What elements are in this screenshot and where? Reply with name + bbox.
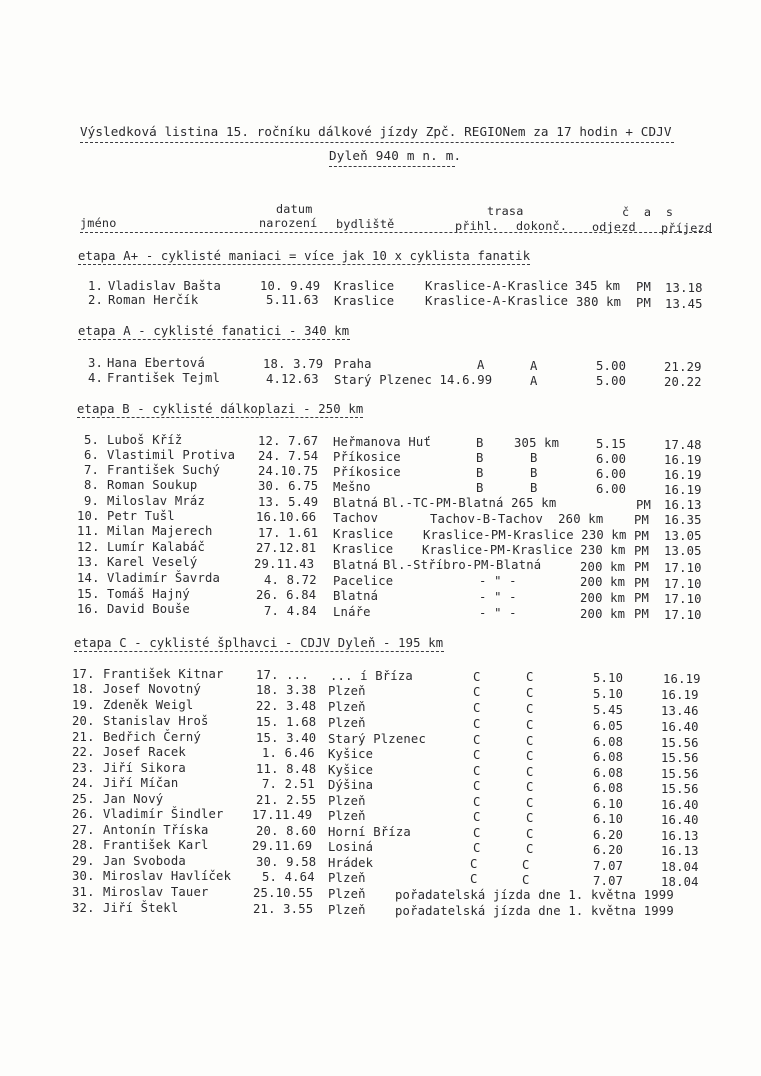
cell-prihl: C <box>473 685 481 699</box>
cell-place: Příkosice <box>333 465 401 479</box>
cell-place: Lnáře <box>333 605 371 619</box>
cell-name: Miroslav Havlíček <box>103 869 232 883</box>
cell-no: 24. <box>72 776 95 790</box>
cell-place: Praha <box>334 357 372 371</box>
cell-trasa: - " - <box>479 606 517 620</box>
cell-name: Vladimír Šindler <box>103 807 224 821</box>
cell-place: Hrádek <box>328 856 374 870</box>
cell-dokonc: B <box>530 466 538 480</box>
section-heading-a-plus: etapa A+ - cyklisté maniaci = více jak 10 x cyklista fanatik <box>78 249 531 263</box>
cell-pm: PM <box>634 544 650 558</box>
section-underline <box>74 651 444 652</box>
cell-no: 12. <box>77 540 100 554</box>
cell-pm: PM <box>634 591 650 605</box>
cell-prijezd: 17.10 <box>664 577 702 591</box>
cell-name: Petr Tušl <box>107 509 175 523</box>
cell-prijezd: 16.35 <box>664 513 702 527</box>
cell-place: Pacelice <box>333 574 394 588</box>
cell-place: Plzeň <box>328 809 366 823</box>
cell-no: 2. <box>88 293 104 307</box>
cell-place: Mešno <box>333 480 371 494</box>
cell-date: 22. 3.48 <box>256 699 317 713</box>
cell-prihl: C <box>473 733 481 747</box>
cell-prijezd: 13.05 <box>664 529 702 543</box>
cell-date: 7. 4.84 <box>264 604 317 618</box>
cell-prihl: C <box>470 857 478 871</box>
cell-note: pořadatelská jízda dne 1. května 1999 <box>395 904 674 918</box>
cell-no: 11. <box>77 524 100 538</box>
header-prihl: přihl. <box>455 219 499 233</box>
cell-place: Blatná <box>333 589 379 603</box>
cell-odjezd: 7.07 <box>593 859 624 873</box>
cell-prijezd: 18.04 <box>661 875 699 889</box>
cell-place: Tachov <box>333 511 379 525</box>
cell-dokonc: 305 km <box>514 436 560 450</box>
cell-odjezd: 6.00 <box>596 452 627 466</box>
cell-dokonc: C <box>526 749 534 763</box>
cell-date: 21. 2.55 <box>256 793 317 807</box>
cell-dokonc: C <box>526 686 534 700</box>
cell-dokonc: C <box>526 780 534 794</box>
cell-prihl: A <box>477 358 485 372</box>
cell-name: Jiří Míčan <box>103 776 179 790</box>
cell-no: 31. <box>72 885 95 899</box>
cell-km: 200 km <box>580 591 626 605</box>
cell-prihl: B <box>476 481 484 495</box>
cell-name: Milan Majerech <box>107 524 213 538</box>
subtitle-underline <box>329 166 455 167</box>
cell-place: Heřmanova Huť <box>333 435 431 449</box>
cell-odjezd: 5.15 <box>596 437 627 451</box>
cell-trasa: Tachov-B-Tachov 260 km <box>430 512 604 526</box>
cell-no: 20. <box>72 714 95 728</box>
cell-date: 25.10.55 <box>253 886 314 900</box>
cell-place: Kyšice <box>328 763 374 777</box>
cell-odjezd: 6.00 <box>596 482 627 496</box>
cell-date: 4. 8.72 <box>264 573 317 587</box>
cell-place: Plzeň <box>328 903 366 917</box>
cell-prijezd: 17.10 <box>664 608 702 622</box>
cell-km: 380 km <box>576 295 622 309</box>
cell-no: 10. <box>77 509 100 523</box>
cell-name: Zdeněk Weigl <box>103 698 194 712</box>
header-bydliste: bydliště <box>336 217 395 231</box>
cell-prijezd: 16.13 <box>664 498 702 512</box>
cell-place: Blatná <box>333 496 379 510</box>
cell-name: Jan Nový <box>103 792 164 806</box>
cell-no: 21. <box>72 730 95 744</box>
cell-odjezd: 6.10 <box>593 797 624 811</box>
cell-no: 13. <box>77 555 100 569</box>
cell-name: Jiří Štekl <box>103 901 179 915</box>
cell-no: 1. <box>88 279 104 293</box>
cell-name: Roman Soukup <box>107 478 198 492</box>
cell-prijezd: 16.40 <box>661 813 699 827</box>
cell-name: Jan Svoboda <box>103 854 186 868</box>
cell-date: 18. 3.79 <box>263 357 324 371</box>
cell-date: 18. 3.38 <box>256 683 317 697</box>
cell-name: Vladimír Šavrda <box>107 571 221 585</box>
cell-name: František Tejml <box>107 371 221 385</box>
cell-pm: PM <box>636 296 652 310</box>
cell-prihl: B <box>476 436 484 450</box>
cell-pm: PM <box>634 576 650 590</box>
cell-place: Plzeň <box>328 871 366 885</box>
cell-trasa: Kraslice-PM-Kraslice 230 km <box>423 528 627 542</box>
cell-prijezd: 13.18 <box>665 281 703 295</box>
cell-no: 19. <box>72 698 95 712</box>
cell-prijezd: 15.56 <box>661 736 699 750</box>
cell-odjezd: 5.45 <box>593 703 624 717</box>
cell-date: 10. 9.49 <box>260 279 321 293</box>
cell-prijezd: 16.19 <box>664 468 702 482</box>
cell-place: Plzeň <box>328 716 366 730</box>
cell-dokonc: C <box>526 765 534 779</box>
cell-place: Plzeň <box>328 684 366 698</box>
cell-km: 200 km <box>580 560 626 574</box>
cell-trasa: Kraslice-A-Kraslice <box>425 294 569 308</box>
cell-date: 26. 6.84 <box>256 588 317 602</box>
cell-prijezd: 16.40 <box>661 798 699 812</box>
cell-dokonc: A <box>530 374 538 388</box>
cell-no: 3. <box>88 356 104 370</box>
cell-date: 24. 7.54 <box>258 449 319 463</box>
cell-pm: PM <box>634 607 650 621</box>
cell-no: 8. <box>84 478 100 492</box>
cell-date: 12. 7.67 <box>258 434 319 448</box>
cell-dokonc: C <box>522 858 530 872</box>
cell-name: Karel Veselý <box>107 555 198 569</box>
cell-prijezd: 21.29 <box>664 360 702 374</box>
cell-dokonc: C <box>526 796 534 810</box>
cell-prijezd: 13.05 <box>664 544 702 558</box>
cell-date: 24.10.75 <box>258 464 319 478</box>
cell-pm: PM <box>634 513 650 527</box>
cell-place: Kyšice <box>328 747 374 761</box>
cell-name: Bedřich Černý <box>103 730 201 744</box>
cell-date: 11. 8.48 <box>256 762 317 776</box>
cell-prijezd: 13.45 <box>665 297 703 311</box>
cell-place: Plzeň <box>328 794 366 808</box>
cell-name: Jiří Sikora <box>103 761 186 775</box>
cell-date: 20. 8.60 <box>256 824 317 838</box>
cell-no: 25. <box>72 792 95 806</box>
cell-prihl: C <box>473 841 481 855</box>
header-underline <box>80 232 712 233</box>
cell-dokonc: B <box>530 451 538 465</box>
cell-prijezd: 16.19 <box>664 453 702 467</box>
section-heading-b: etapa B - cyklisté dálkoplazi - 250 km <box>77 402 364 416</box>
cell-odjezd: 6.05 <box>593 719 624 733</box>
cell-no: 30. <box>72 869 95 883</box>
cell-no: 26. <box>72 807 95 821</box>
cell-prijezd: 16.13 <box>661 829 699 843</box>
cell-prijezd: 15.56 <box>661 782 699 796</box>
cell-place: ... í Bříza <box>330 669 413 683</box>
cell-no: 29. <box>72 854 95 868</box>
cell-dokonc: C <box>526 827 534 841</box>
section-heading-a: etapa A - cyklisté fanatici - 340 km <box>78 324 350 338</box>
cell-no: 23. <box>72 761 95 775</box>
cell-prihl: C <box>470 872 478 886</box>
cell-place: Plzeň <box>328 700 366 714</box>
cell-dokonc: C <box>526 670 534 684</box>
cell-no: 6. <box>84 448 100 462</box>
cell-trasa: Bl.-Stříbro-PM-Blatná <box>383 558 542 572</box>
cell-dokonc: C <box>526 718 534 732</box>
cell-km: 200 km <box>580 607 626 621</box>
cell-prijezd: 16.19 <box>661 688 699 702</box>
cell-pm: PM <box>634 560 650 574</box>
document-subtitle: Dyleň 940 m n. m. <box>329 148 462 163</box>
cell-odjezd: 6.00 <box>596 467 627 481</box>
cell-name: František Kitnar <box>103 667 224 681</box>
cell-date: 1. 6.46 <box>262 746 315 760</box>
cell-name: František Karl <box>103 838 209 852</box>
cell-name: Vlastimil Protiva <box>107 448 236 462</box>
cell-no: 16. <box>77 602 100 616</box>
cell-odjezd: 5.00 <box>596 374 627 388</box>
cell-prihl: C <box>473 826 481 840</box>
cell-prijezd: 20.22 <box>664 375 702 389</box>
cell-odjezd: 6.20 <box>593 828 624 842</box>
cell-odjezd: 5.10 <box>593 687 624 701</box>
cell-dokonc: C <box>526 811 534 825</box>
cell-date: 13. 5.49 <box>258 495 319 509</box>
header-prijezd: příjezd <box>661 221 713 235</box>
cell-date: 30. 9.58 <box>256 855 317 869</box>
cell-km: 200 km <box>580 575 626 589</box>
cell-date: 29.11.43 <box>254 557 315 571</box>
header-trasa: trasa <box>487 204 524 218</box>
document-title: Výsledková listina 15. ročníku dálkové jízdy Zpč. REGIONem za 17 hodin + CDJV <box>80 124 672 139</box>
cell-prihl: C <box>473 748 481 762</box>
cell-no: 28. <box>72 838 95 852</box>
cell-dokonc: C <box>526 842 534 856</box>
cell-prihl: C <box>473 701 481 715</box>
cell-date: 30. 6.75 <box>258 479 319 493</box>
cell-date: 17.11.49 <box>252 808 313 822</box>
cell-no: 4. <box>88 371 104 385</box>
cell-place: Kraslice <box>333 527 394 541</box>
cell-place: Starý Plzenec <box>328 732 426 746</box>
cell-odjezd: 6.08 <box>593 750 624 764</box>
header-cas: č a s <box>622 205 674 219</box>
cell-no: 15. <box>77 587 100 601</box>
header-narozeni: narození <box>259 216 318 230</box>
cell-name: David Bouše <box>107 602 190 616</box>
cell-prihl: C <box>473 670 481 684</box>
cell-trasa: Kraslice-PM-Kraslice 230 km <box>422 543 626 557</box>
header-dokonc: dokonč. <box>516 219 568 233</box>
cell-prijezd: 18.04 <box>661 860 699 874</box>
cell-trasa: - " - <box>479 574 517 588</box>
cell-odjezd: 7.07 <box>593 874 624 888</box>
section-underline <box>77 417 363 418</box>
cell-odjezd: 6.20 <box>593 843 624 857</box>
cell-name: Antonín Tříska <box>103 823 209 837</box>
cell-prihl: B <box>476 466 484 480</box>
cell-date: 5.11.63 <box>266 293 319 307</box>
section-underline <box>78 264 530 265</box>
cell-prijezd: 16.13 <box>661 844 699 858</box>
cell-name: Vladislav Bašta <box>108 279 222 293</box>
cell-date: 27.12.81 <box>256 541 317 555</box>
cell-date: 17. ... <box>256 668 309 682</box>
cell-odjezd: 6.08 <box>593 766 624 780</box>
cell-odjezd: 6.08 <box>593 735 624 749</box>
cell-prijezd: 13.46 <box>661 704 699 718</box>
cell-place: Kraslice <box>333 542 394 556</box>
cell-date: 21. 3.55 <box>253 902 314 916</box>
cell-prihl: C <box>473 795 481 809</box>
cell-trasa: Bl.-TC-PM-Blatná 265 km <box>383 496 557 510</box>
header-odjezd: odjezd <box>592 220 636 234</box>
cell-name: Lumír Kalabáč <box>107 540 205 554</box>
cell-name: Hana Ebertová <box>107 356 205 370</box>
cell-name: Stanislav Hroš <box>103 714 209 728</box>
cell-no: 32. <box>72 901 95 915</box>
cell-prihl: C <box>473 779 481 793</box>
cell-km: 345 km <box>575 279 621 293</box>
cell-odjezd: 5.00 <box>596 359 627 373</box>
cell-prihl: C <box>473 810 481 824</box>
cell-date: 15. 1.68 <box>256 715 317 729</box>
cell-name: Roman Herčík <box>108 293 199 307</box>
cell-pm: PM <box>636 280 652 294</box>
cell-date: 7. 2.51 <box>262 777 315 791</box>
cell-place: Příkosice <box>333 450 401 464</box>
cell-date: 5. 4.64 <box>262 870 315 884</box>
header-jmeno: jméno <box>80 216 117 230</box>
cell-prihl: B <box>476 451 484 465</box>
cell-dokonc: C <box>526 734 534 748</box>
cell-name: Josef Novotný <box>103 682 201 696</box>
cell-no: 14. <box>77 571 100 585</box>
cell-prijezd: 16.19 <box>663 672 701 686</box>
cell-prijezd: 16.19 <box>664 483 702 497</box>
cell-odjezd: 5.10 <box>593 671 624 685</box>
cell-name: Miroslav Tauer <box>103 885 209 899</box>
cell-trasa: - " - <box>479 590 517 604</box>
cell-prijezd: 17.48 <box>664 438 702 452</box>
cell-no: 27. <box>72 823 95 837</box>
cell-no: 7. <box>84 463 100 477</box>
cell-date: 4.12.63 <box>266 372 319 386</box>
cell-place: Horní Bříza <box>328 825 411 839</box>
cell-note: pořadatelská jízda dne 1. května 1999 <box>395 888 674 902</box>
cell-name: Tomáš Hajný <box>107 587 190 601</box>
cell-pm: PM <box>636 498 652 512</box>
cell-pm: PM <box>634 529 650 543</box>
cell-date: 15. 3.40 <box>256 731 317 745</box>
cell-prijezd: 15.56 <box>661 767 699 781</box>
section-underline <box>78 339 350 340</box>
cell-prijezd: 16.40 <box>661 720 699 734</box>
cell-dokonc: B <box>530 481 538 495</box>
cell-dokonc: C <box>526 702 534 716</box>
cell-name: Miloslav Mráz <box>107 494 205 508</box>
title-underline <box>80 142 674 143</box>
cell-place: Kraslice <box>334 294 395 308</box>
cell-odjezd: 6.10 <box>593 812 624 826</box>
cell-place: Starý Plzenec 14.6.99 <box>334 373 493 387</box>
cell-prihl: C <box>473 717 481 731</box>
cell-no: 17. <box>72 667 95 681</box>
cell-prijezd: 17.10 <box>664 561 702 575</box>
cell-no: 22. <box>72 745 95 759</box>
cell-name: Luboš Kříž <box>107 433 183 447</box>
cell-place: Blatná <box>333 558 379 572</box>
cell-name: František Suchý <box>107 463 221 477</box>
cell-place: Losiná <box>328 840 374 854</box>
cell-prihl: C <box>473 764 481 778</box>
cell-date: 17. 1.61 <box>258 526 319 540</box>
cell-no: 18. <box>72 682 95 696</box>
cell-place: Dýšina <box>328 778 374 792</box>
cell-dokonc: A <box>530 359 538 373</box>
cell-prijezd: 17.10 <box>664 592 702 606</box>
cell-no: 5. <box>84 433 100 447</box>
cell-name: Josef Racek <box>103 745 186 759</box>
cell-prijezd: 15.56 <box>661 751 699 765</box>
cell-date: 29.11.69 <box>252 839 313 853</box>
cell-place: Kraslice <box>334 279 395 293</box>
cell-trasa: Kraslice-A-Kraslice <box>425 279 569 293</box>
cell-no: 9. <box>84 494 100 508</box>
cell-place: Plzeň <box>328 887 366 901</box>
cell-odjezd: 6.08 <box>593 781 624 795</box>
section-heading-c: etapa C - cyklisté šplhavci - CDJV Dyleň - 195 km <box>74 636 444 650</box>
header-datum: datum <box>276 202 313 216</box>
cell-dokonc: C <box>522 873 530 887</box>
cell-date: 16.10.66 <box>256 510 317 524</box>
